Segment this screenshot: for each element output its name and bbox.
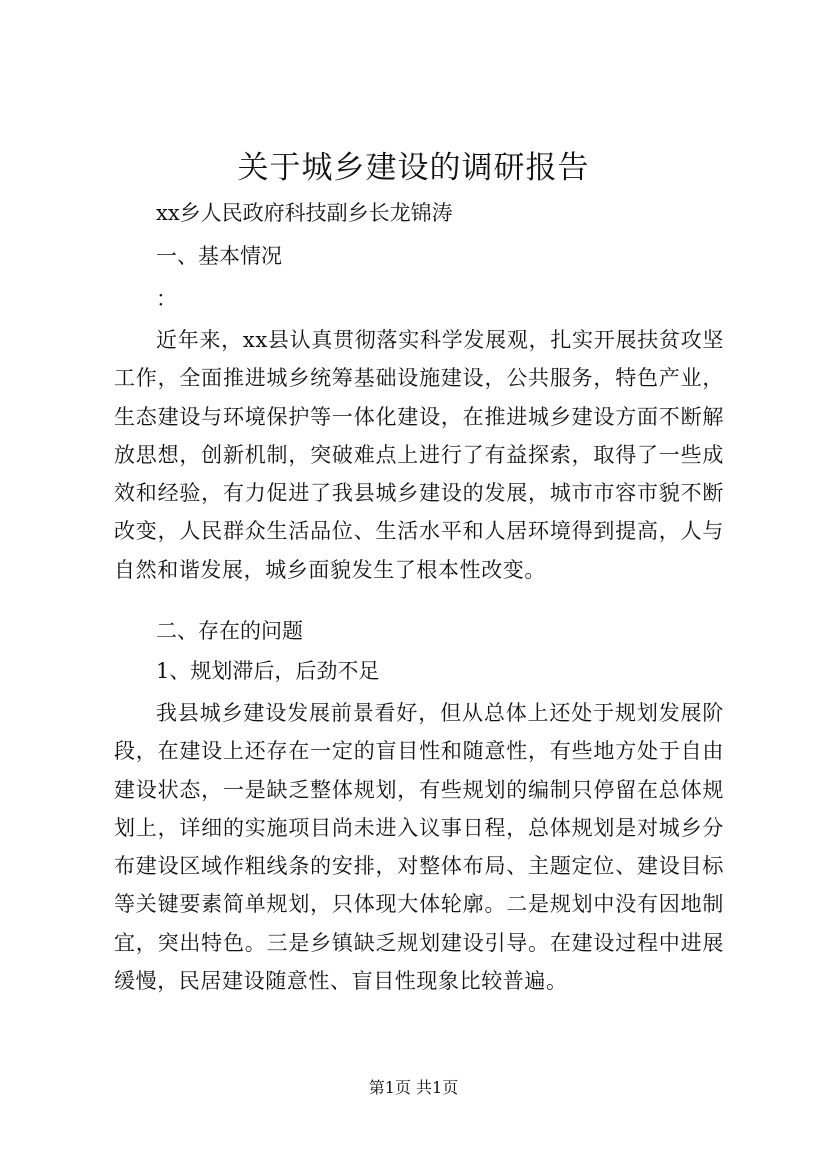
page-footer: 第1页 共1页 — [368, 1078, 459, 1097]
section-heading-problems: 二、存在的问题 — [156, 619, 303, 643]
document-title: 关于城乡建设的调研报告 — [237, 150, 590, 186]
section-heading-basic-situation: 一、基本情况 — [156, 244, 282, 268]
paragraph-planning-lag: 我县城乡建设发展前景看好，但从总体上还处于规划发展阶段，在建设上还存在一定的盲目性和随意性，有些地方处于自由建设状态，一是缺乏整体规划，有些规划的编制只停留在总体规划上，详细的实施项目尚未进入议事日程，总体规划是对城乡分布建设区域作粗线条的安排，对整体布局、主题定位、建设目标等关键要素简单规划，只体现大体轮廓。二是规划中没有因地制宜，突出特色。三是乡镇缺乏规划建设引导。在建设过程中进展缓慢，民居建设随意性、盲目性现象比较普遍。 — [114, 701, 724, 994]
author-line: xx乡人民政府科技副乡长龙锦涛 — [156, 201, 453, 225]
subsection-heading-planning-lag: 1、规划滞后，后劲不足 — [156, 659, 380, 683]
paragraph-basic-situation: 近年来，xx县认真贯彻落实科学发展观，扎实开展扶贫攻坚工作，全面推进城乡统筹基础设施建设，公共服务，特色产业，生态建设与环境保护等一体化建设，在推进城乡建设方面不断解放思想，创新机制，突破难点上进行了有益探索，取得了一些成效和经验，有力促进了我县城乡建设的发展，城市市容市貌不断改变，人民群众生活品位、生活水平和人居环境得到提高，人与自然和谐发展，城乡面貌发生了根本性改变。 — [114, 328, 724, 582]
colon-line: ： — [156, 287, 177, 311]
